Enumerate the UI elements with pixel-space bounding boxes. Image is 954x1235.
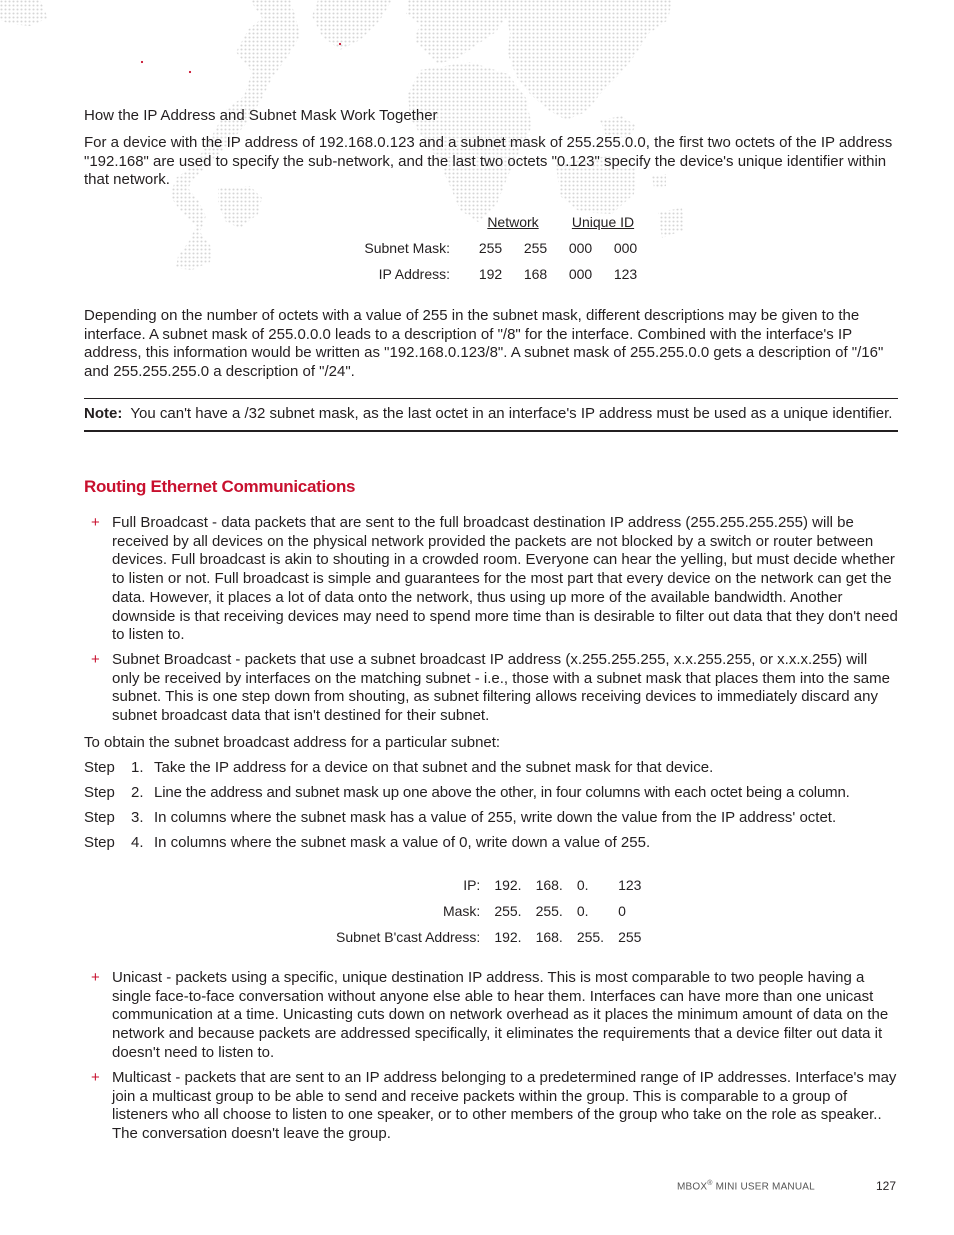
table-cell: 000 xyxy=(613,240,638,256)
section-heading-routing: Routing Ethernet Communications xyxy=(84,477,356,496)
footer-prefix: MBOX xyxy=(677,1181,708,1193)
table-cell: 123 xyxy=(613,266,638,282)
table-cell: 192. xyxy=(494,929,522,945)
list-item xyxy=(91,969,898,1063)
description-paragraph: Depending on the number of octets with a value of 255 in the subnet mask, different descriptions may be given to the interface. A subnet mask of 255.0.0.0 leads to a description of "/8" for the interface. Combined with the interface's IP address, this information would be written as "192.168.0.123/8". A subnet mask of 255.255.0.0 gets a description of "/16" and 255.255.255.0 a description of "/24". xyxy=(84,307,884,381)
table-cell: 255. xyxy=(576,929,605,945)
step-text: In columns where the subnet mask has a value of 255, write down the value from the IP address' octet. xyxy=(154,809,837,826)
broadcast-calc-table xyxy=(336,872,655,950)
table-cell: 255. xyxy=(494,903,522,919)
table-cell: 168. xyxy=(535,877,563,893)
step-number: 2. xyxy=(131,784,144,801)
footer-suffix: MINI USER MANUAL xyxy=(712,1181,815,1193)
step-text: Take the IP address for a device on that subnet and the subnet mask for that device. xyxy=(154,759,714,776)
footer-manual-title xyxy=(677,1180,815,1192)
bullet-text: - packets that are sent to an IP address belonging to a predetermined range of IP addresses. Interface's may join a multicast group to be able to send and receive packets within the group. This is comparable to a group of listeners who all choose to listen to one speaker, or to other members of the group who take on the role as speaker.. The conversation doesn't leave the group. xyxy=(112,1069,897,1143)
network-uniqueid-table xyxy=(355,209,648,287)
header-unique-id: Unique ID xyxy=(571,214,635,230)
step-word: Step xyxy=(84,784,115,801)
step-number: 3. xyxy=(131,809,144,826)
note-text: You can't have a /32 subnet mask, as the last octet in an interface's IP address must be used as a unique identifier. xyxy=(130,405,893,422)
bullet-label: Multicast xyxy=(112,1069,172,1086)
table-cell: 000 xyxy=(568,240,593,256)
table-row xyxy=(336,898,655,924)
plus-bullet-icon: + xyxy=(91,969,100,986)
table-row xyxy=(355,261,648,287)
step-text: Line the address and subnet mask up one above the other, in four columns with each octet being a column. xyxy=(154,784,850,801)
note-box xyxy=(84,398,898,432)
bullet-label: Unicast xyxy=(112,969,163,986)
step-number: 1. xyxy=(131,759,144,776)
step-word: Step xyxy=(84,809,115,826)
table-cell: 168. xyxy=(535,929,563,945)
bullet-text: - data packets that are sent to the full broadcast destination IP address (255.255.255.255) will be received by all devices on the physical network provided the packets are not blocked by a switch or router between devices. Full broadcast is akin to shouting in a crowded room. Everyone can hear the yelling, but must decide whether to listen or not. Full broadcast is simple and guarantees for the most part that every device on the network can get the data. However, it places a lot of data onto the network, thus using up more of the available bandwidth. Another downside is that receiving devices may need to spend more time than is desirable to filter out data that they don't need to listen to. xyxy=(112,514,898,644)
note-label: Note: xyxy=(84,405,123,422)
plus-bullet-icon: + xyxy=(91,514,100,531)
table-cell: 0. xyxy=(576,903,589,919)
bullet-text: - packets using a specific, unique destination IP address. This is most comparable to two people having a single face-to-face conversation without anyone else able to hear them. Interfaces can have more than one unicast communication at a time. Unicasting cuts down on network overhead as it places the minimum amount of data on the network and because packets are addressed specifically, it eliminates the requirements that a device filter out data it doesn't need to listen to. xyxy=(112,969,889,1061)
table-row xyxy=(336,872,655,898)
table-cell: 255 xyxy=(478,240,503,256)
obtain-heading: To obtain the subnet broadcast address for a particular subnet: xyxy=(84,734,501,751)
table-cell: 0. xyxy=(576,877,589,893)
table-cell: 255 xyxy=(618,929,642,945)
row-label: IP Address: xyxy=(378,266,450,282)
header-network: Network xyxy=(487,214,539,230)
table-cell: 192. xyxy=(494,877,522,893)
table-row xyxy=(355,235,648,261)
table-cell: 192 xyxy=(478,266,503,282)
bullet-label: Subnet Broadcast xyxy=(112,651,232,668)
registered-mark: ® xyxy=(707,1180,713,1187)
row-label: IP: xyxy=(463,877,481,893)
bullet-label: Full Broadcast xyxy=(112,514,208,531)
table-header-row xyxy=(355,209,648,235)
table-cell: 123 xyxy=(618,877,642,893)
table-cell: 0 xyxy=(618,903,626,919)
step-word: Step xyxy=(84,759,115,776)
list-item xyxy=(91,1069,898,1144)
plus-bullet-icon: + xyxy=(91,1069,100,1086)
table-cell: 168 xyxy=(523,266,548,282)
table-cell: 255 xyxy=(523,240,548,256)
row-label: Subnet Mask: xyxy=(364,240,450,256)
step-word: Step xyxy=(84,834,115,851)
table-cell: 000 xyxy=(568,266,593,282)
plus-bullet-icon: + xyxy=(91,651,100,668)
step-text: In columns where the subnet mask a value of 0, write down a value of 255. xyxy=(154,834,651,851)
table-cell: 255. xyxy=(535,903,563,919)
page-number: 127 xyxy=(876,1179,897,1193)
intro-paragraph: For a device with the IP address of 192.168.0.123 and a subnet mask of 255.255.0.0, the first two octets of the IP address "192.168" are used to specify the sub-network, and the last two octets "0.123" specify the device's unique identifier within that network. xyxy=(84,134,893,189)
list-item xyxy=(91,651,898,726)
row-label: Subnet B'cast Address: xyxy=(336,929,481,945)
step-number: 4. xyxy=(131,834,144,851)
bullet-text: - packets that use a subnet broadcast IP address (x.255.255.255, x.x.255.255, or x.x.x.255) will only be received by interfaces on the matching subnet - i.e., those with a subnet mask that places them into the same subnet. This is one step down from shouting, as subnet filtering allows receiving devices to immediately discard any subnet broadcast data that isn't destined for their subnet. xyxy=(112,651,890,725)
row-label: Mask: xyxy=(442,903,481,919)
subheading-ip-subnet: How the IP Address and Subnet Mask Work Together xyxy=(84,107,438,124)
table-row xyxy=(336,924,655,950)
list-item xyxy=(91,514,898,645)
